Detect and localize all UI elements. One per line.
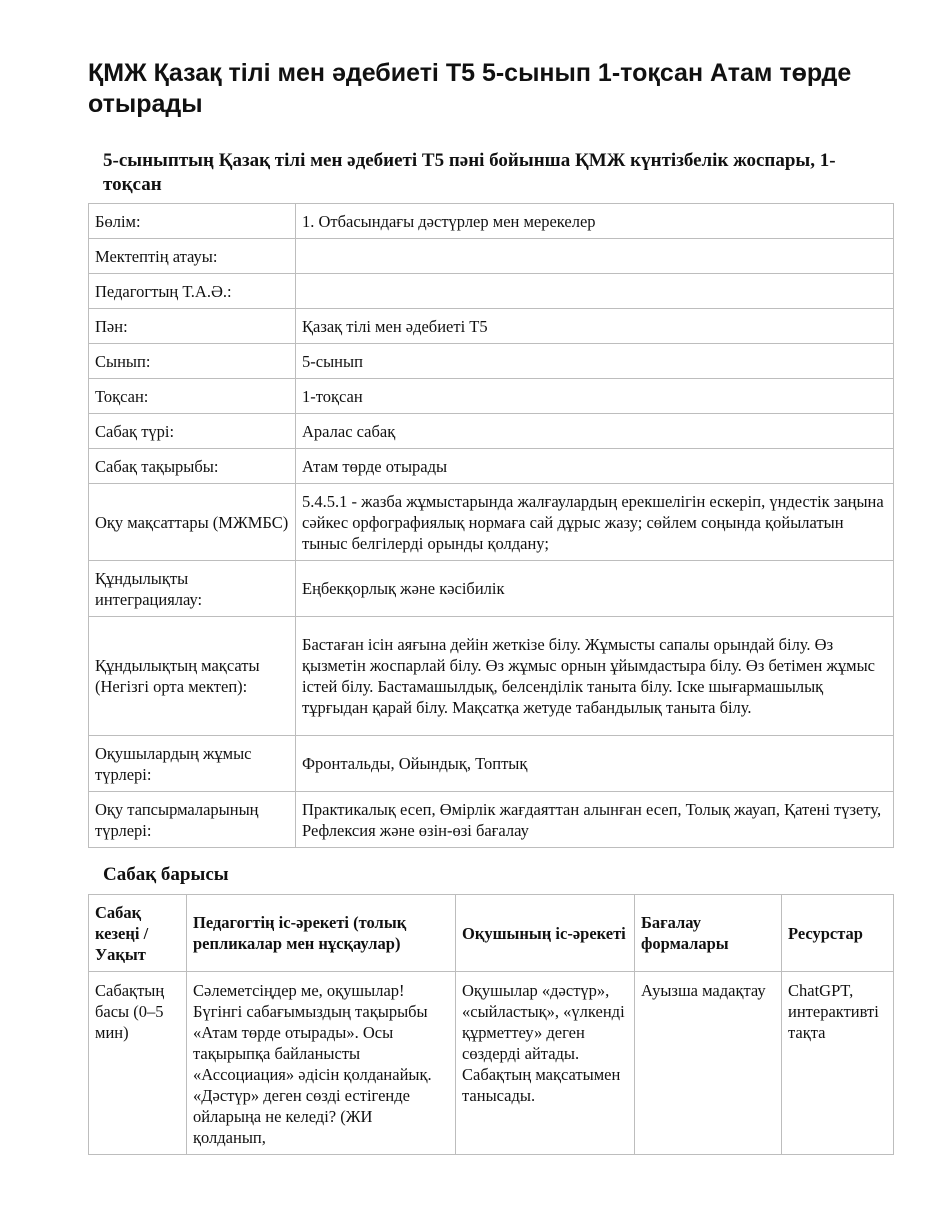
info-value: 1-тоқсан [296, 379, 894, 414]
info-row-teacher [89, 274, 894, 309]
info-value [296, 239, 894, 274]
info-row-lesson-type [89, 414, 894, 449]
header-resources: Ресурстар [782, 895, 894, 972]
info-value: 5-сынып [296, 344, 894, 379]
info-value: 5.4.5.1 - жазба жұмыстарында жалғаулардың ерекшелігін ескеріп, үндестік заңына сәйкес орфографиялық нормаға сай дұрыс жазу; сөйлем соңында қойылатын тыныс белгілерді орынды қолдану; [296, 484, 894, 561]
page-title: ҚМЖ Қазақ тілі мен әдебиеті Т5 5-сынып 1-тоқсан Атам төрде отырады [88, 59, 852, 118]
info-value: Фронтальды, Ойындық, Топтық [296, 736, 894, 792]
info-label: Педагогтың Т.А.Ә.: [89, 274, 296, 309]
cell-resources: ChatGPT, интерактивті тақта [782, 972, 894, 1155]
header-stage: Сабақ кезеңі / Уақыт [89, 895, 187, 972]
info-label: Сабақ тақырыбы: [89, 449, 296, 484]
info-row-school [89, 239, 894, 274]
info-row-value-goal [89, 617, 894, 736]
lesson-header-row [89, 895, 894, 972]
lesson-progress-table [88, 894, 894, 1155]
info-row-lesson-topic [89, 449, 894, 484]
table-row [89, 972, 894, 1155]
plan-subtitle: 5-сыныптың Қазақ тілі мен әдебиеті Т5 пәні бойынша ҚМЖ күнтізбелік жоспары, 1-тоқсан [103, 150, 836, 195]
cell-assessment: Ауызша мадақтау [635, 972, 782, 1155]
info-value: Қазақ тілі мен әдебиеті Т5 [296, 309, 894, 344]
header-teacher-activity: Педагогтің іс-әрекеті (толық репликалар мен нұсқаулар) [187, 895, 456, 972]
info-value: Бастаған ісін аяғына дейін жеткізе білу. Жұмысты сапалы орындай білу. Өз қызметін жоспарлай білу. Өз жұмыс орнын ұйымдастыра білу. Өз бетімен жұмыс істей білу. Бастамашылдық, белсенділік таныта білу. Іске шығармашылық тұрғыдан қарай білу. Мақсатқа жетуде табандылық таныта білу. [296, 617, 894, 736]
info-row-task-types [89, 792, 894, 848]
lesson-info-table [88, 203, 894, 848]
info-label: Оқушылардың жұмыс түрлері: [89, 736, 296, 792]
cell-student-activity: Оқушылар «дәстүр», «сыйластық», «үлкенді құрметтеу» деген сөздерді айтады. Сабақтың мақсатымен танысады. [456, 972, 635, 1155]
info-value [296, 274, 894, 309]
lesson-progress-heading: Сабақ барысы [103, 864, 229, 885]
info-row-work-types [89, 736, 894, 792]
info-label: Мектептің атауы: [89, 239, 296, 274]
info-value: Еңбекқорлық және кәсібилік [296, 561, 894, 617]
cell-stage: Сабақтың басы (0–5 мин) [89, 972, 187, 1155]
info-row-section [89, 204, 894, 239]
header-assessment: Бағалау формалары [635, 895, 782, 972]
info-row-value-integration [89, 561, 894, 617]
info-value: Аралас сабақ [296, 414, 894, 449]
info-label: Құндылықтың мақсаты (Негізгі орта мектеп): [89, 617, 296, 736]
info-label: Оқу мақсаттары (МЖМБС) [89, 484, 296, 561]
info-row-learning-goals [89, 484, 894, 561]
info-row-quarter [89, 379, 894, 414]
info-label: Сабақ түрі: [89, 414, 296, 449]
header-student-activity: Оқушының іс-әрекеті [456, 895, 635, 972]
info-value: 1. Отбасындағы дәстүрлер мен мерекелер [296, 204, 894, 239]
info-row-subject [89, 309, 894, 344]
info-label: Бөлім: [89, 204, 296, 239]
info-label: Тоқсан: [89, 379, 296, 414]
cell-teacher-activity: Сәлеметсіңдер ме, оқушылар! Бүгінгі сабағымыздың тақырыбы «Атам төрде отырады». Осы тақырыпқа байланысты «Ассоциация» әдісін қолданайық. «Дәстүр» деген сөзді естігенде ойларыңа не келеді? (ЖИ қолданып, [187, 972, 456, 1155]
info-row-grade [89, 344, 894, 379]
info-label: Сынып: [89, 344, 296, 379]
info-label: Құндылықты интеграциялау: [89, 561, 296, 617]
info-label: Оқу тапсырмаларының түрлері: [89, 792, 296, 848]
info-value: Практикалық есеп, Өмірлік жағдаяттан алынған есеп, Толық жауап, Қатені түзету, Рефлексия және өзін-өзі бағалау [296, 792, 894, 848]
info-value: Атам төрде отырады [296, 449, 894, 484]
info-label: Пән: [89, 309, 296, 344]
